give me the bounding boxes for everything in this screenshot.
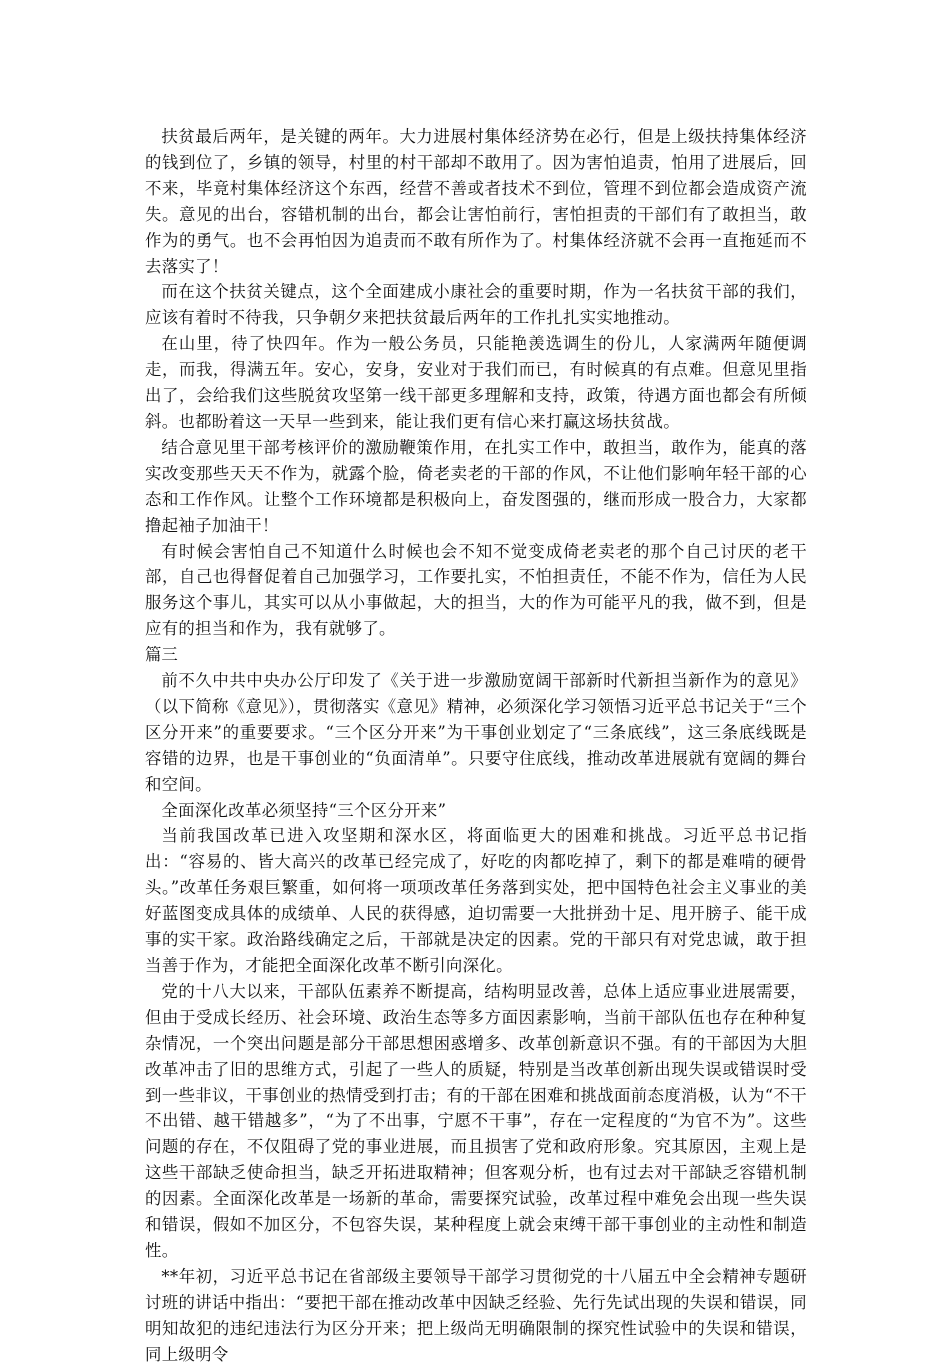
paragraph-subheading: 全面深化改革必须坚持“三个区分开来” xyxy=(161,800,447,820)
document-page xyxy=(145,124,807,1368)
paragraph: 结合意见里干部考核评价的激励鞭策作用，在扎实工作中，敢担当，敢作为，能真的落实改变那些天天不作为，就露个脸，倚老卖老的干部的作风，不让他们影响年轻干部的心态和工作作风。让整个工作环境都是积极向上，奋发图强的，继而形成一股合力，大家都撸起袖子加油干！ xyxy=(145,437,807,535)
section-heading: 篇三 xyxy=(145,645,178,665)
paragraph: 前不久中共中央办公厅印发了《关于进一步激励宽阔干部新时代新担当新作为的意见》（以下简称《意见》），贯彻落实《意见》精神，必须深化学习领悟习近平总书记关于“三个区分开来”的重要要求。“三个区分开来”为干事创业划定了“三条底线”，这三条底线既是容错的边界，也是干事创业的“负面清单”。只要守住底线，推动改革进展就有宽阔的舞台和空间。 xyxy=(145,671,807,794)
paragraph: 而在这个扶贫关键点，这个全面建成小康社会的重要时期，作为一名扶贫干部的我们，应该有着时不待我，只争朝夕来把扶贫最后两年的工作扎扎实实地推动。 xyxy=(145,282,807,328)
paragraph: **年初，习近平总书记在省部级主要领导干部学习贯彻党的十八届五中全会精神专题研讨班的讲话中指出：“要把干部在推动改革中因缺乏经验、先行先试出现的失误和错误，同明知故犯的违纪违法行为区分开来；把上级尚无明确限制的探究性试验中的失误和错误，同上级明令 xyxy=(145,1266,807,1364)
paragraph: 党的十八大以来，干部队伍素养不断提高，结构明显改善，总体上适应事业进展需要，但由于受成长经历、社会环境、政治生态等多方面因素影响，当前干部队伍也存在种种复杂情况，一个突出问题是部分干部思想困惑增多、改革创新意识不强。有的干部因为大胆改革冲击了旧的思维方式，引起了一些人的质疑，特别是当改革创新出现失误或错误时受到一些非议，干事创业的热情受到打击；有的干部在困难和挑战面前态度消极，认为“不干不出错、越干错越多”，“为了不出事，宁愿不干事”，存在一定程度的“为官不为”。这些问题的存在，不仅阻碍了党的事业进展，而且损害了党和政府形象。究其原因，主观上是这些干部缺乏使命担当，缺乏开拓进取精神；但客观分析，也有过去对干部缺乏容错机制的因素。全面深化改革是一场新的革命，需要探究试验，改革过程中难免会出现一些失误和错误，假如不加区分，不包容失误，某种程度上就会束缚干部干事创业的主动性和制造性。 xyxy=(145,981,807,1260)
paragraph: 扶贫最后两年，是关键的两年。大力进展村集体经济势在必行，但是上级扶持集体经济的钱到位了，乡镇的领导，村里的村干部却不敢用了。因为害怕追责，怕用了进展后，回不来，毕竟村集体经济这个东西，经营不善或者技术不到位，管理不到位都会造成资产流失。意见的出台，容错机制的出台，都会让害怕前行，害怕担责的干部们有了敢担当，敢作为的勇气。也不会再怕因为追责而不敢有所作为了。村集体经济就不会再一直拖延而不去落实了！ xyxy=(145,127,807,276)
paragraph: 在山里，待了快四年。作为一般公务员，只能艳羡选调生的份儿，人家满两年随便调走，而我，得满五年。安心，安身，安业对于我们而已，有时候真的有点难。但意见里指出了，会给我们这些脱贫攻坚第一线干部更多理解和支持，政策，待遇方面也都会有所倾斜。也都盼着这一天早一些到来，能让我们更有信心来打赢这场扶贫战。 xyxy=(145,334,807,431)
paragraph: 当前我国改革已进入攻坚期和深水区，将面临更大的困难和挑战。习近平总书记指出：“容易的、皆大高兴的改革已经完成了，好吃的肉都吃掉了，剩下的都是难啃的硬骨头。”改革任务艰巨繁重，如何将一项项改革任务落到实处，把中国特色社会主义事业的美好蓝图变成具体的成绩单、人民的获得感，迫切需要一大批拼劲十足、甩开膀子、能干成事的实干家。政治路线确定之后，干部就是决定的因素。党的干部只有对党忠诚，敢于担当善于作为，才能把全面深化改革不断引向深化。 xyxy=(145,826,807,975)
paragraph: 有时候会害怕自己不知道什么时候也会不知不觉变成倚老卖老的那个自己讨厌的老干部，自己也得督促着自己加强学习，工作要扎实，不怕担责任，不能不作为，信任为人民服务这个事儿，其实可以从小事做起，大的担当，大的作为可能平凡的我，做不到，但是应有的担当和作为，我有就够了。 xyxy=(145,541,807,639)
